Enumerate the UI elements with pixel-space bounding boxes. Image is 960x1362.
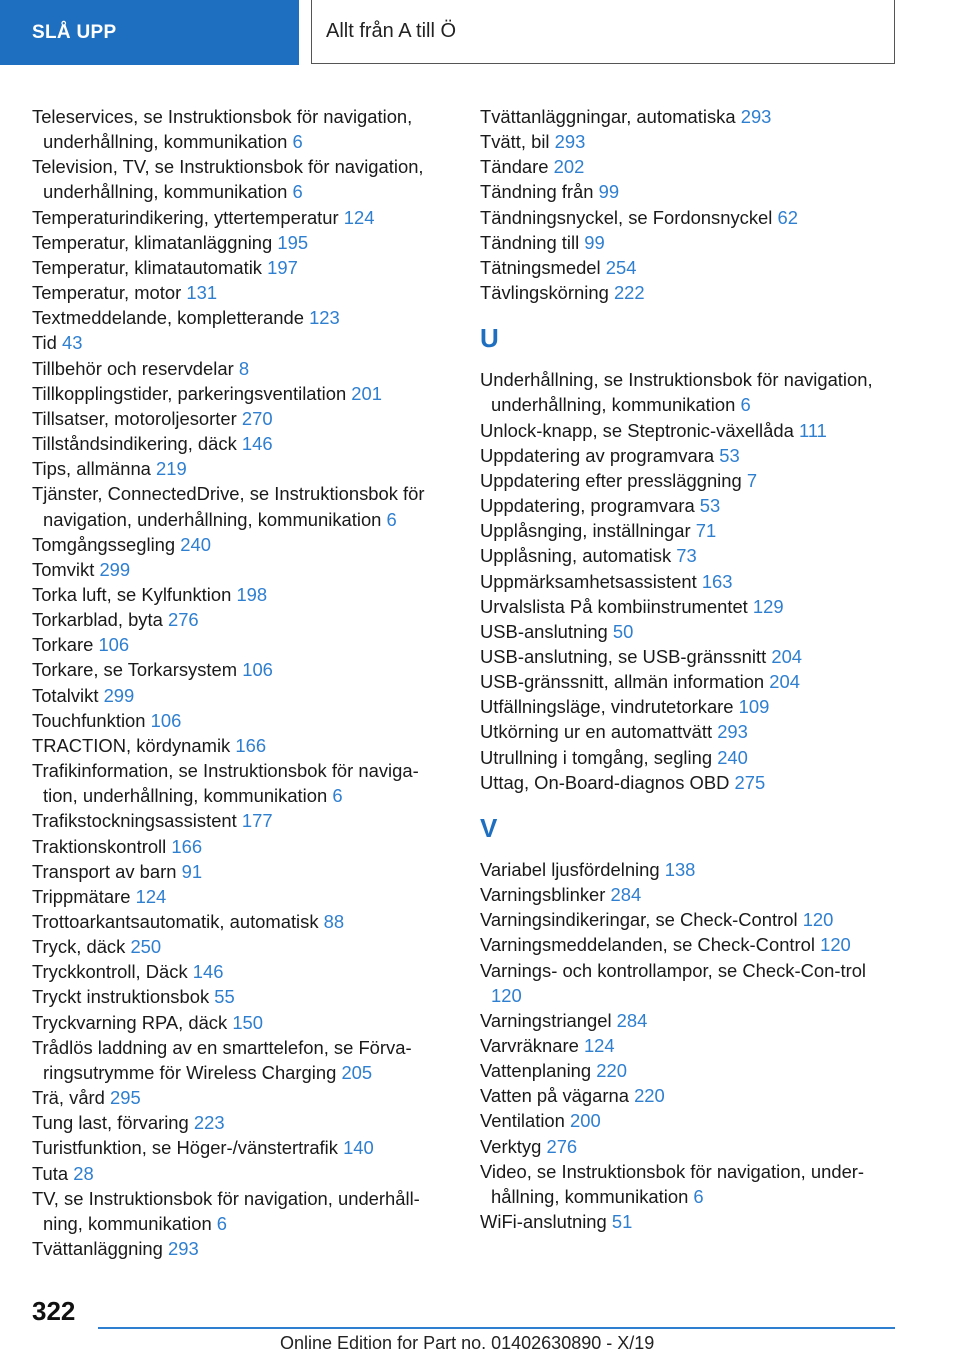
- index-entry-text: Touchfunktion: [32, 709, 146, 731]
- page-reference-link[interactable]: 6: [740, 394, 751, 416]
- page-reference-link[interactable]: 43: [62, 332, 83, 354]
- index-entry: [480, 857, 900, 882]
- index-entry: [480, 443, 900, 468]
- page-reference-link[interactable]: 204: [769, 671, 800, 693]
- index-entry: [32, 1035, 452, 1085]
- page-reference-link[interactable]: 195: [277, 231, 309, 253]
- index-entry: [32, 1236, 452, 1261]
- chapter-title: Allt från A till Ö: [326, 20, 457, 42]
- index-entry: [32, 481, 452, 531]
- page-reference-link[interactable]: 7: [746, 469, 758, 491]
- index-entry-text: Utrullning i tomgång, segling: [480, 746, 713, 768]
- index-entry-text: Tillbehör och reservdelar: [32, 357, 234, 379]
- page-reference-link[interactable]: 106: [242, 659, 273, 681]
- page-reference-link[interactable]: 6: [292, 181, 303, 203]
- index-entry-text: Utfällningsläge, vindrutetorkare: [480, 696, 734, 718]
- index-entry: [32, 1161, 452, 1186]
- index-entry: [32, 834, 452, 859]
- index-entry-text: Tändning till: [480, 231, 580, 253]
- page-reference-link[interactable]: 8: [238, 357, 250, 379]
- page-reference-link[interactable]: 120: [820, 934, 851, 956]
- index-entry-text: Upplåsnging, inställningar: [480, 520, 691, 542]
- index-entry: [32, 532, 452, 557]
- index-entry-text: Tryckkontroll, Däck: [32, 961, 188, 983]
- index-entry-text: USB-anslutning, se USB-gränssnitt: [480, 645, 767, 667]
- index-entry-text: Utkörning ur en automattvätt: [480, 721, 713, 743]
- page-reference-link[interactable]: 219: [156, 458, 187, 480]
- index-entry-text: Uppdatering, programvara: [480, 495, 695, 517]
- index-entry: [480, 770, 900, 795]
- chapter-title-box: [311, 0, 895, 64]
- index-entry-text: USB-anslutning: [480, 620, 608, 642]
- index-entry-text: Tomgångssegling: [32, 533, 176, 555]
- index-entry: [32, 934, 452, 959]
- index-entry: [32, 884, 452, 909]
- index-entry: [480, 205, 900, 230]
- page-reference-link[interactable]: 197: [267, 256, 298, 278]
- page-reference-link[interactable]: 222: [613, 282, 645, 304]
- index-entry-text: Trafikinformation, se Instruktionsbok för naviga-tion, underhållning, kommunikation: [32, 760, 419, 807]
- index-entry: [32, 406, 452, 431]
- index-letter-v: V: [480, 812, 498, 843]
- index-entry-text: Torkare: [32, 634, 94, 656]
- page-reference-link[interactable]: 284: [610, 884, 642, 906]
- page-reference-link[interactable]: 109: [738, 696, 770, 718]
- page-reference-link[interactable]: 240: [180, 533, 211, 555]
- index-entry: [480, 569, 900, 594]
- index-entry: [32, 456, 452, 481]
- index-entry-text: Tung last, förvaring: [32, 1112, 189, 1134]
- index-entry: [32, 657, 452, 682]
- page-reference-link[interactable]: 270: [241, 407, 273, 429]
- index-entry-text: Upplåsning, automatisk: [480, 545, 672, 567]
- page-reference-link[interactable]: 276: [167, 609, 199, 631]
- index-entry-text: Uppmärksamhetsassistent: [480, 570, 697, 592]
- page-reference-link[interactable]: 146: [241, 433, 273, 455]
- page-reference-link[interactable]: 99: [598, 181, 620, 203]
- index-entry: [32, 431, 452, 456]
- page-reference-link[interactable]: 91: [181, 860, 203, 882]
- index-entry-text: Unlock-knapp, se Steptronic-växellåda: [480, 419, 794, 441]
- index-entry-text: Trottoarkantsautomatik, automatisk: [32, 911, 319, 932]
- index-entry: [32, 280, 452, 305]
- index-entry: [32, 104, 452, 154]
- page-reference-link[interactable]: 299: [103, 684, 135, 706]
- index-entry-text: Variabel ljusfördelning: [480, 858, 660, 880]
- index-entry: [480, 882, 900, 907]
- page-reference-link[interactable]: 205: [341, 1061, 373, 1083]
- index-entry-text: Torkare, se Torkarsystem: [32, 659, 238, 681]
- page-reference-link[interactable]: 254: [605, 256, 637, 278]
- index-entry: [480, 179, 900, 204]
- page-reference-link[interactable]: 6: [693, 1185, 704, 1207]
- index-entry-text: Tändning från: [480, 181, 594, 203]
- index-entry: [32, 305, 452, 330]
- index-entry-text: Textmeddelande, kompletterande: [32, 307, 304, 329]
- index-entry-text: Tomvikt: [32, 558, 95, 580]
- page-reference-link[interactable]: 99: [584, 231, 605, 253]
- index-entry-text: Tillståndsindikering, däck: [32, 433, 237, 455]
- index-entry: [32, 632, 452, 657]
- index-entry: [32, 1135, 452, 1160]
- index-entry-text: Tjänster, ConnectedDrive, se Instruktionsbok för navigation, underhållning, kommunikation: [32, 483, 425, 530]
- index-entry-text: Teleservices, se Instruktionsbok för navigation, underhållning, kommunikation: [32, 106, 413, 153]
- footer-divider: [98, 1327, 895, 1329]
- index-entry-text: Vatten på vägarna: [480, 1085, 629, 1107]
- index-entry-text: Ventilation: [480, 1110, 565, 1132]
- index-group-u: [480, 367, 900, 795]
- page-reference-link[interactable]: 53: [719, 444, 740, 466]
- page-reference-link[interactable]: 163: [701, 570, 733, 592]
- index-entry: [32, 1010, 452, 1035]
- page-reference-link[interactable]: 123: [309, 307, 340, 329]
- index-entry: [32, 859, 452, 884]
- index-entry: [32, 959, 452, 984]
- index-entry-text: Temperatur, klimatanläggning: [32, 231, 273, 253]
- page-reference-link[interactable]: 200: [570, 1110, 601, 1132]
- index-entry-text: Tryck, däck: [32, 936, 126, 958]
- index-entry-text: Varnings- och kontrollampor, se Check-Con-trol: [480, 959, 867, 981]
- index-entry-text: Tävlingskörning: [480, 282, 609, 304]
- index-entry-text: Torka luft, se Kylfunktion: [32, 583, 232, 605]
- page-reference-link[interactable]: 6: [332, 785, 343, 807]
- index-entry: [480, 367, 900, 417]
- page-reference-link[interactable]: 50: [612, 620, 634, 642]
- index-entry-text: Tändningsnyckel, se Fordonsnyckel: [480, 206, 773, 228]
- index-entry-text: Trippmätare: [32, 885, 131, 907]
- index-entry: [32, 683, 452, 708]
- index-entry: [480, 1159, 900, 1209]
- section-tab: [0, 0, 299, 65]
- page-reference-link[interactable]: 220: [634, 1085, 665, 1107]
- index-entry-text: Tvättanläggning: [32, 1238, 163, 1260]
- page-reference-link[interactable]: 106: [98, 634, 130, 656]
- index-entry-text: Verktyg: [480, 1135, 542, 1157]
- page-reference-link[interactable]: 202: [553, 156, 585, 178]
- index-entry: [32, 1085, 452, 1110]
- index-entry: [32, 708, 452, 733]
- page-reference-link[interactable]: 131: [186, 282, 218, 304]
- index-entry: [480, 280, 900, 305]
- page-reference-link[interactable]: 223: [193, 1112, 225, 1134]
- index-entry: [32, 758, 452, 808]
- index-entry: [480, 1058, 900, 1083]
- index-entry-text: Urvalslista På kombiinstrumentet: [480, 595, 748, 617]
- edition-note: Online Edition for Part no. 01402630890 - X/19: [280, 1333, 655, 1353]
- index-column-right: [480, 104, 900, 1234]
- page-reference-link[interactable]: 293: [554, 131, 586, 153]
- page-reference-link[interactable]: 146: [192, 961, 224, 983]
- page-reference-link[interactable]: 88: [323, 911, 345, 932]
- page-reference-link[interactable]: 250: [130, 936, 162, 958]
- page-reference-link[interactable]: 6: [216, 1212, 228, 1234]
- index-entry: [480, 468, 900, 493]
- index-entry-text: Tuta: [32, 1162, 69, 1184]
- page-reference-link[interactable]: 284: [616, 1009, 648, 1031]
- page-reference-link[interactable]: 299: [99, 558, 131, 580]
- page-reference-link[interactable]: 166: [171, 835, 203, 857]
- page-reference-link[interactable]: 204: [771, 645, 803, 667]
- index-entry: [32, 205, 452, 230]
- index-entry-text: Temperaturindikering, yttertemperatur: [32, 206, 339, 228]
- index-entry: [32, 984, 452, 1009]
- page-reference-link[interactable]: 166: [235, 734, 267, 756]
- page-reference-link[interactable]: 124: [135, 885, 167, 907]
- index-entry: [480, 594, 900, 619]
- page-reference-link[interactable]: 275: [734, 771, 766, 793]
- page-reference-link[interactable]: 220: [596, 1060, 627, 1082]
- index-entry: [480, 255, 900, 280]
- index-entry: [480, 1033, 900, 1058]
- index-entry: [480, 745, 900, 770]
- page-reference-link[interactable]: 6: [292, 131, 303, 153]
- index-entry-text: TRACTION, kördynamik: [32, 734, 231, 756]
- index-entry-text: WiFi-anslutning: [480, 1211, 607, 1233]
- index-entry-text: TV, se Instruktionsbok för navigation, underhåll-ning, kommunikation: [32, 1187, 420, 1234]
- index-entry-text: USB-gränssnitt, allmän information: [480, 671, 765, 693]
- index-entry: [480, 669, 900, 694]
- index-entry-text: Torkarblad, byta: [32, 609, 163, 631]
- index-entry: [480, 719, 900, 744]
- index-entry-text: Tvätt, bil: [480, 131, 550, 153]
- page-reference-link[interactable]: 53: [699, 495, 721, 517]
- index-entry-text: Varvräknare: [480, 1035, 579, 1056]
- page-reference-link[interactable]: 51: [611, 1211, 633, 1233]
- index-entry: [480, 1083, 900, 1108]
- page-reference-link[interactable]: 111: [798, 419, 827, 441]
- index-entry-text: Tips, allmänna: [32, 458, 151, 480]
- index-entry: [480, 418, 900, 443]
- index-entry: [480, 932, 900, 957]
- index-column-left: [32, 104, 452, 1261]
- page-reference-link[interactable]: 293: [740, 106, 772, 127]
- page-reference-link[interactable]: 73: [676, 545, 697, 567]
- index-entry: [480, 644, 900, 669]
- index-entry: [480, 154, 900, 179]
- index-entry-text: Varningsblinker: [480, 884, 606, 906]
- index-entry: [32, 909, 452, 934]
- index-entry-text: Tryckt instruktionsbok: [32, 986, 210, 1008]
- index-entry-text: Tvättanläggningar, automatiska: [480, 106, 736, 127]
- page-reference-link[interactable]: 140: [343, 1137, 374, 1159]
- page-reference-link[interactable]: 150: [232, 1011, 264, 1033]
- index-group-v: [480, 857, 900, 1234]
- index-entry: [32, 607, 452, 632]
- index-entry-text: Temperatur, motor: [32, 282, 182, 304]
- index-entry: [32, 808, 452, 833]
- index-entry: [480, 1209, 900, 1234]
- index-entry: [32, 381, 452, 406]
- index-entry: [480, 104, 900, 129]
- index-entry-text: Uttag, On-Board-diagnos OBD: [480, 771, 730, 793]
- page-reference-link[interactable]: 276: [546, 1135, 578, 1157]
- section-label: SLÅ UPP: [32, 21, 117, 43]
- index-entry-text: Trådlös laddning av en smarttelefon, se Förva-ringsutrymme för Wireless Charging: [32, 1036, 412, 1083]
- index-entry: [480, 493, 900, 518]
- index-group-t: [480, 104, 900, 305]
- page-reference-link[interactable]: 138: [664, 858, 696, 880]
- page-reference-link[interactable]: 55: [214, 986, 235, 1008]
- page-reference-link[interactable]: 129: [752, 595, 784, 617]
- page-number: 322: [32, 1296, 76, 1326]
- index-entry: [480, 518, 900, 543]
- index-entry: [32, 1110, 452, 1135]
- index-entry-text: Vattenplaning: [480, 1060, 592, 1082]
- index-entry: [32, 733, 452, 758]
- index-entry: [480, 1108, 900, 1133]
- index-entry-text: Transport av barn: [32, 860, 177, 882]
- page-reference-link[interactable]: 28: [73, 1162, 94, 1184]
- index-entry: [32, 356, 452, 381]
- page-reference-link[interactable]: 293: [717, 721, 748, 743]
- page-reference-link[interactable]: 293: [168, 1238, 199, 1260]
- page-reference-link[interactable]: 124: [343, 206, 375, 228]
- index-entry-text: Varningstriangel: [480, 1009, 612, 1031]
- page-reference-link[interactable]: 124: [583, 1035, 615, 1056]
- index-entry: [480, 619, 900, 644]
- index-letter-u: U: [480, 323, 499, 354]
- index-entry-text: Uppdatering efter pressläggning: [480, 469, 742, 491]
- index-entry-text: Trafikstockningsassistent: [32, 810, 237, 832]
- index-entry: [480, 907, 900, 932]
- index-entry-text: Video, se Instruktionsbok för navigation, under-hållning, kommunikation: [480, 1160, 865, 1207]
- page-reference-link[interactable]: 106: [150, 709, 182, 731]
- page-reference-link[interactable]: 120: [491, 984, 522, 1006]
- index-entry-text: Tillkopplingstider, parkeringsventilation: [32, 382, 347, 404]
- page-reference-link[interactable]: 177: [241, 810, 273, 832]
- index-entry: [32, 1186, 452, 1236]
- index-entry: [32, 557, 452, 582]
- index-entry: [480, 694, 900, 719]
- index-entry: [480, 543, 900, 568]
- index-entry-text: Underhållning, se Instruktionsbok för navigation, underhållning, kommunikation: [480, 369, 873, 416]
- index-entry-text: Tryckvarning RPA, däck: [32, 1011, 228, 1033]
- page-reference-link[interactable]: 201: [351, 382, 382, 404]
- index-entry-text: Trä, vård: [32, 1087, 105, 1109]
- index-entry: [480, 129, 900, 154]
- index-entry: [480, 958, 900, 1008]
- index-entry-text: Tätningsmedel: [480, 256, 601, 278]
- index-entry: [480, 230, 900, 255]
- index-entry-text: Temperatur, klimatautomatik: [32, 256, 262, 278]
- index-entry-text: Tid: [32, 332, 57, 354]
- page-reference-link[interactable]: 6: [386, 508, 397, 530]
- index-entry: [480, 1134, 900, 1159]
- index-entry-text: Varningsindikeringar, se Check-Control: [480, 909, 798, 931]
- index-entry-text: Totalvikt: [32, 684, 99, 706]
- page-reference-link[interactable]: 62: [777, 206, 798, 228]
- index-entry-text: Uppdatering av programvara: [480, 444, 715, 466]
- index-entry: [480, 1008, 900, 1033]
- index-entry-text: Tändare: [480, 156, 549, 178]
- index-entry: [32, 330, 452, 355]
- index-entry: [32, 255, 452, 280]
- index-entry: [32, 582, 452, 607]
- index-entry: [32, 154, 452, 204]
- index-entry-text: Varningsmeddelanden, se Check-Control: [480, 934, 815, 956]
- page-reference-link[interactable]: 120: [802, 909, 834, 931]
- page-reference-link[interactable]: 71: [695, 520, 717, 542]
- index-entry-text: Tillsatser, motoroljesorter: [32, 407, 237, 429]
- index-entry-text: Traktionskontroll: [32, 835, 167, 857]
- index-entry: [32, 230, 452, 255]
- page-reference-link[interactable]: 198: [236, 583, 268, 605]
- index-entry-text: Television, TV, se Instruktionsbok för navigation, underhållning, kommunikation: [32, 156, 424, 203]
- page-reference-link[interactable]: 295: [110, 1087, 141, 1109]
- index-entry-text: Turistfunktion, se Höger-/vänstertrafik: [32, 1137, 338, 1159]
- page-reference-link[interactable]: 240: [717, 746, 748, 768]
